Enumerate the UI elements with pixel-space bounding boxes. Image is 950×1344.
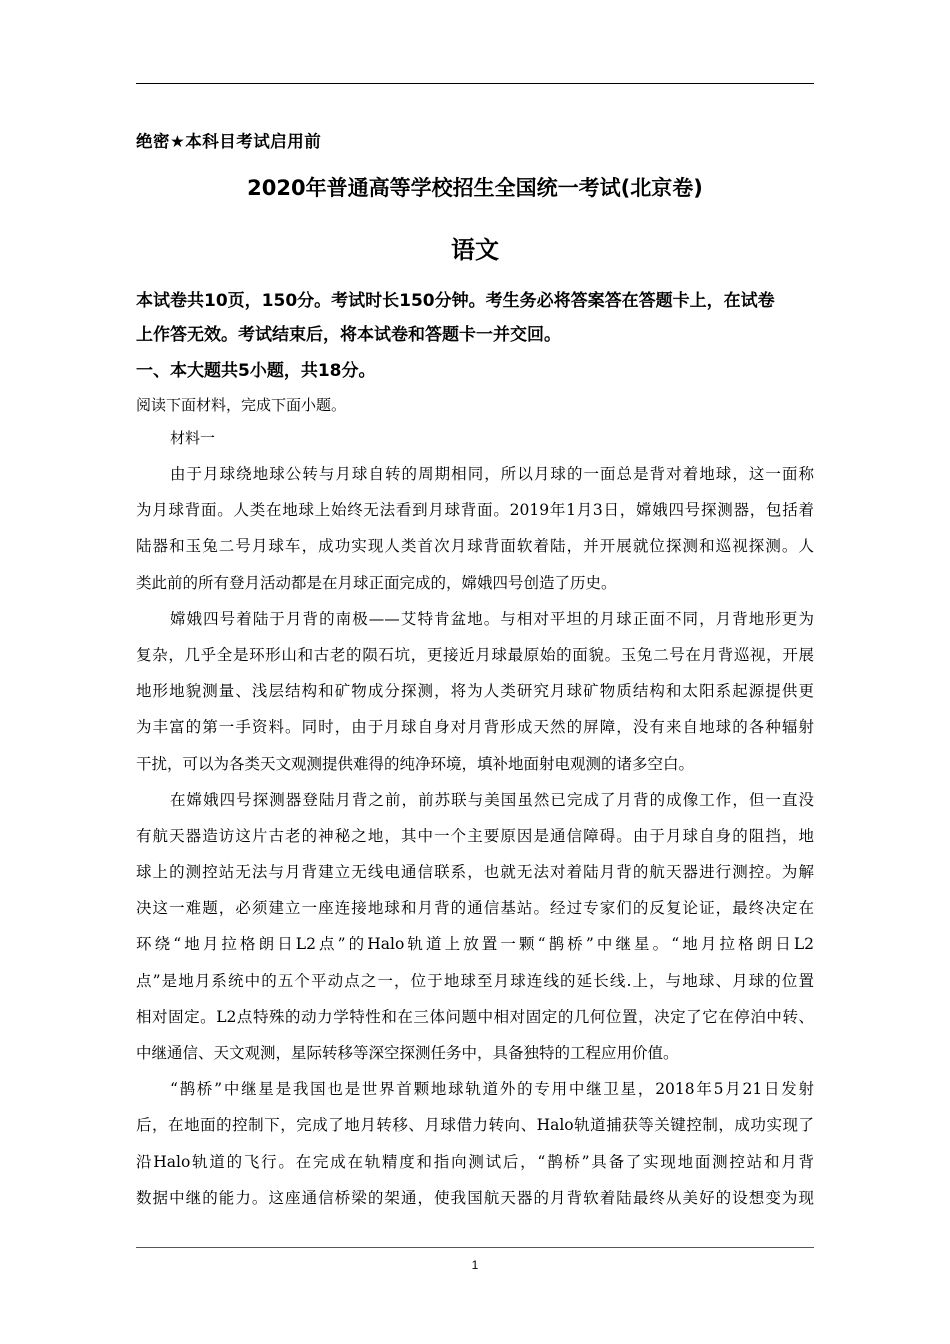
footer-rule [136,1247,814,1248]
text-line: 类此前的所有登月活动都是在月球正面完成的，嫦娥四号创造了历史。 [136,573,617,592]
text-line: 地形地貌测量、浅层结构和矿物成分探测，将为人类研究月球矿物质结构和太阳系起源提供更 [136,682,814,701]
text-line: 数据中继的能力。这座通信桥梁的架通，使我国航天器的月背软着陆最终从美好的设想变为现 [136,1188,814,1207]
text-line: 陆器和玉兔二号月球车，成功实现人类首次月球背面软着陆，并开展就位探测和巡视探测。人 [136,537,814,556]
material-label: 材料一 [170,429,216,447]
material-text [136,456,814,1216]
page-number: 1 [471,1258,479,1272]
text-line: 为月球背面。人类在地球上始终无法看到月球背面。2019年1月3日，嫦娥四号探测器，包括着 [136,501,814,520]
text-line: 点”是地月系统中的五个平动点之一，位于地球至月球连线的延长线.上，与地球、月球的位置 [136,971,814,990]
text-line: 有航天器造访这片古老的神秘之地，其中一个主要原因是通信障碍。由于月球自身的阻挡，地 [136,826,814,845]
text-line: 决这一难题，必须建立一座连接地球和月背的通信基站。经过专家们的反复论证，最终决定在 [136,899,814,918]
text-line: 后，在地面的控制下，完成了地月转移、月球借力转向、Halo轨道捕获等关键控制，成功实现了 [136,1116,814,1135]
text-line: 沿Halo轨道的飞行。在完成在轨精度和指向测试后，“鹊桥”具备了实现地面测控站和月背 [136,1152,814,1171]
text-line: 嫦娥四号着陆于月背的南极——艾特肯盆地。与相对平坦的月球正面不同，月背地形更为 [170,609,814,628]
notice-line: 上作答无效。考试结束后，将本试卷和答题卡一并交回。 [136,325,561,345]
reading-instruction: 阅读下面材料，完成下面小题。 [136,396,347,414]
text-line: 相对固定。L2点特殊的动力学特性和在三体问题中相对固定的几何位置，决定了它在停泊中转、 [136,1007,814,1026]
text-line: 球上的测控站无法与月背建立无线电通信联系，也就无法对着陆月背的航天器进行测控。为解 [136,863,814,882]
text-line: 由于月球绕地球公转与月球自转的周期相同，所以月球的一面总是背对着地球，这一面称 [170,465,814,483]
text-line: 环绕“地月拉格朗日L2点”的Halo轨道上放置一颗“鹊桥”中继星。“地月拉格朗日L2 [136,935,814,954]
section-heading: 一、本大题共5小题，共18分。 [136,361,376,381]
text-line: 复杂，几乎全是环形山和古老的陨石坑，更接近月球最原始的面貌。玉兔二号在月背巡视，开展 [136,645,814,664]
text-line: 中继通信、天文观测，星际转移等深空探测任务中，具备独特的工程应用价值。 [136,1044,679,1062]
confidential-label: 绝密★本科目考试启用前 [136,132,322,151]
text-line: 干扰，可以为各类天文观测提供难得的纯净环境，填补地面射电观测的诸多空白。 [136,754,695,773]
text-line: “鹊桥”中继星是我国也是世界首颗地球轨道外的专用中继卫星，2018年5月21日发射 [170,1080,814,1099]
text-line: 在嫦娥四号探测器登陆月背之前，前苏联与美国虽然已完成了月背的成像工作，但一直没 [170,790,814,809]
exam-title: 2020年普通高等学校招生全国统一考试(北京卷) [247,176,703,200]
exam-notice [136,284,818,352]
text-line: 为丰富的第一手资料。同时，由于月球自身对月背形成天然的屏障，没有来自地球的各种辐射 [136,718,814,737]
notice-line: 本试卷共10页，150分。考试时长150分钟。考生务必将答案答在答题卡上，在试卷 [136,291,775,311]
subject-title: 语文 [451,236,499,264]
header-rule [136,83,814,84]
